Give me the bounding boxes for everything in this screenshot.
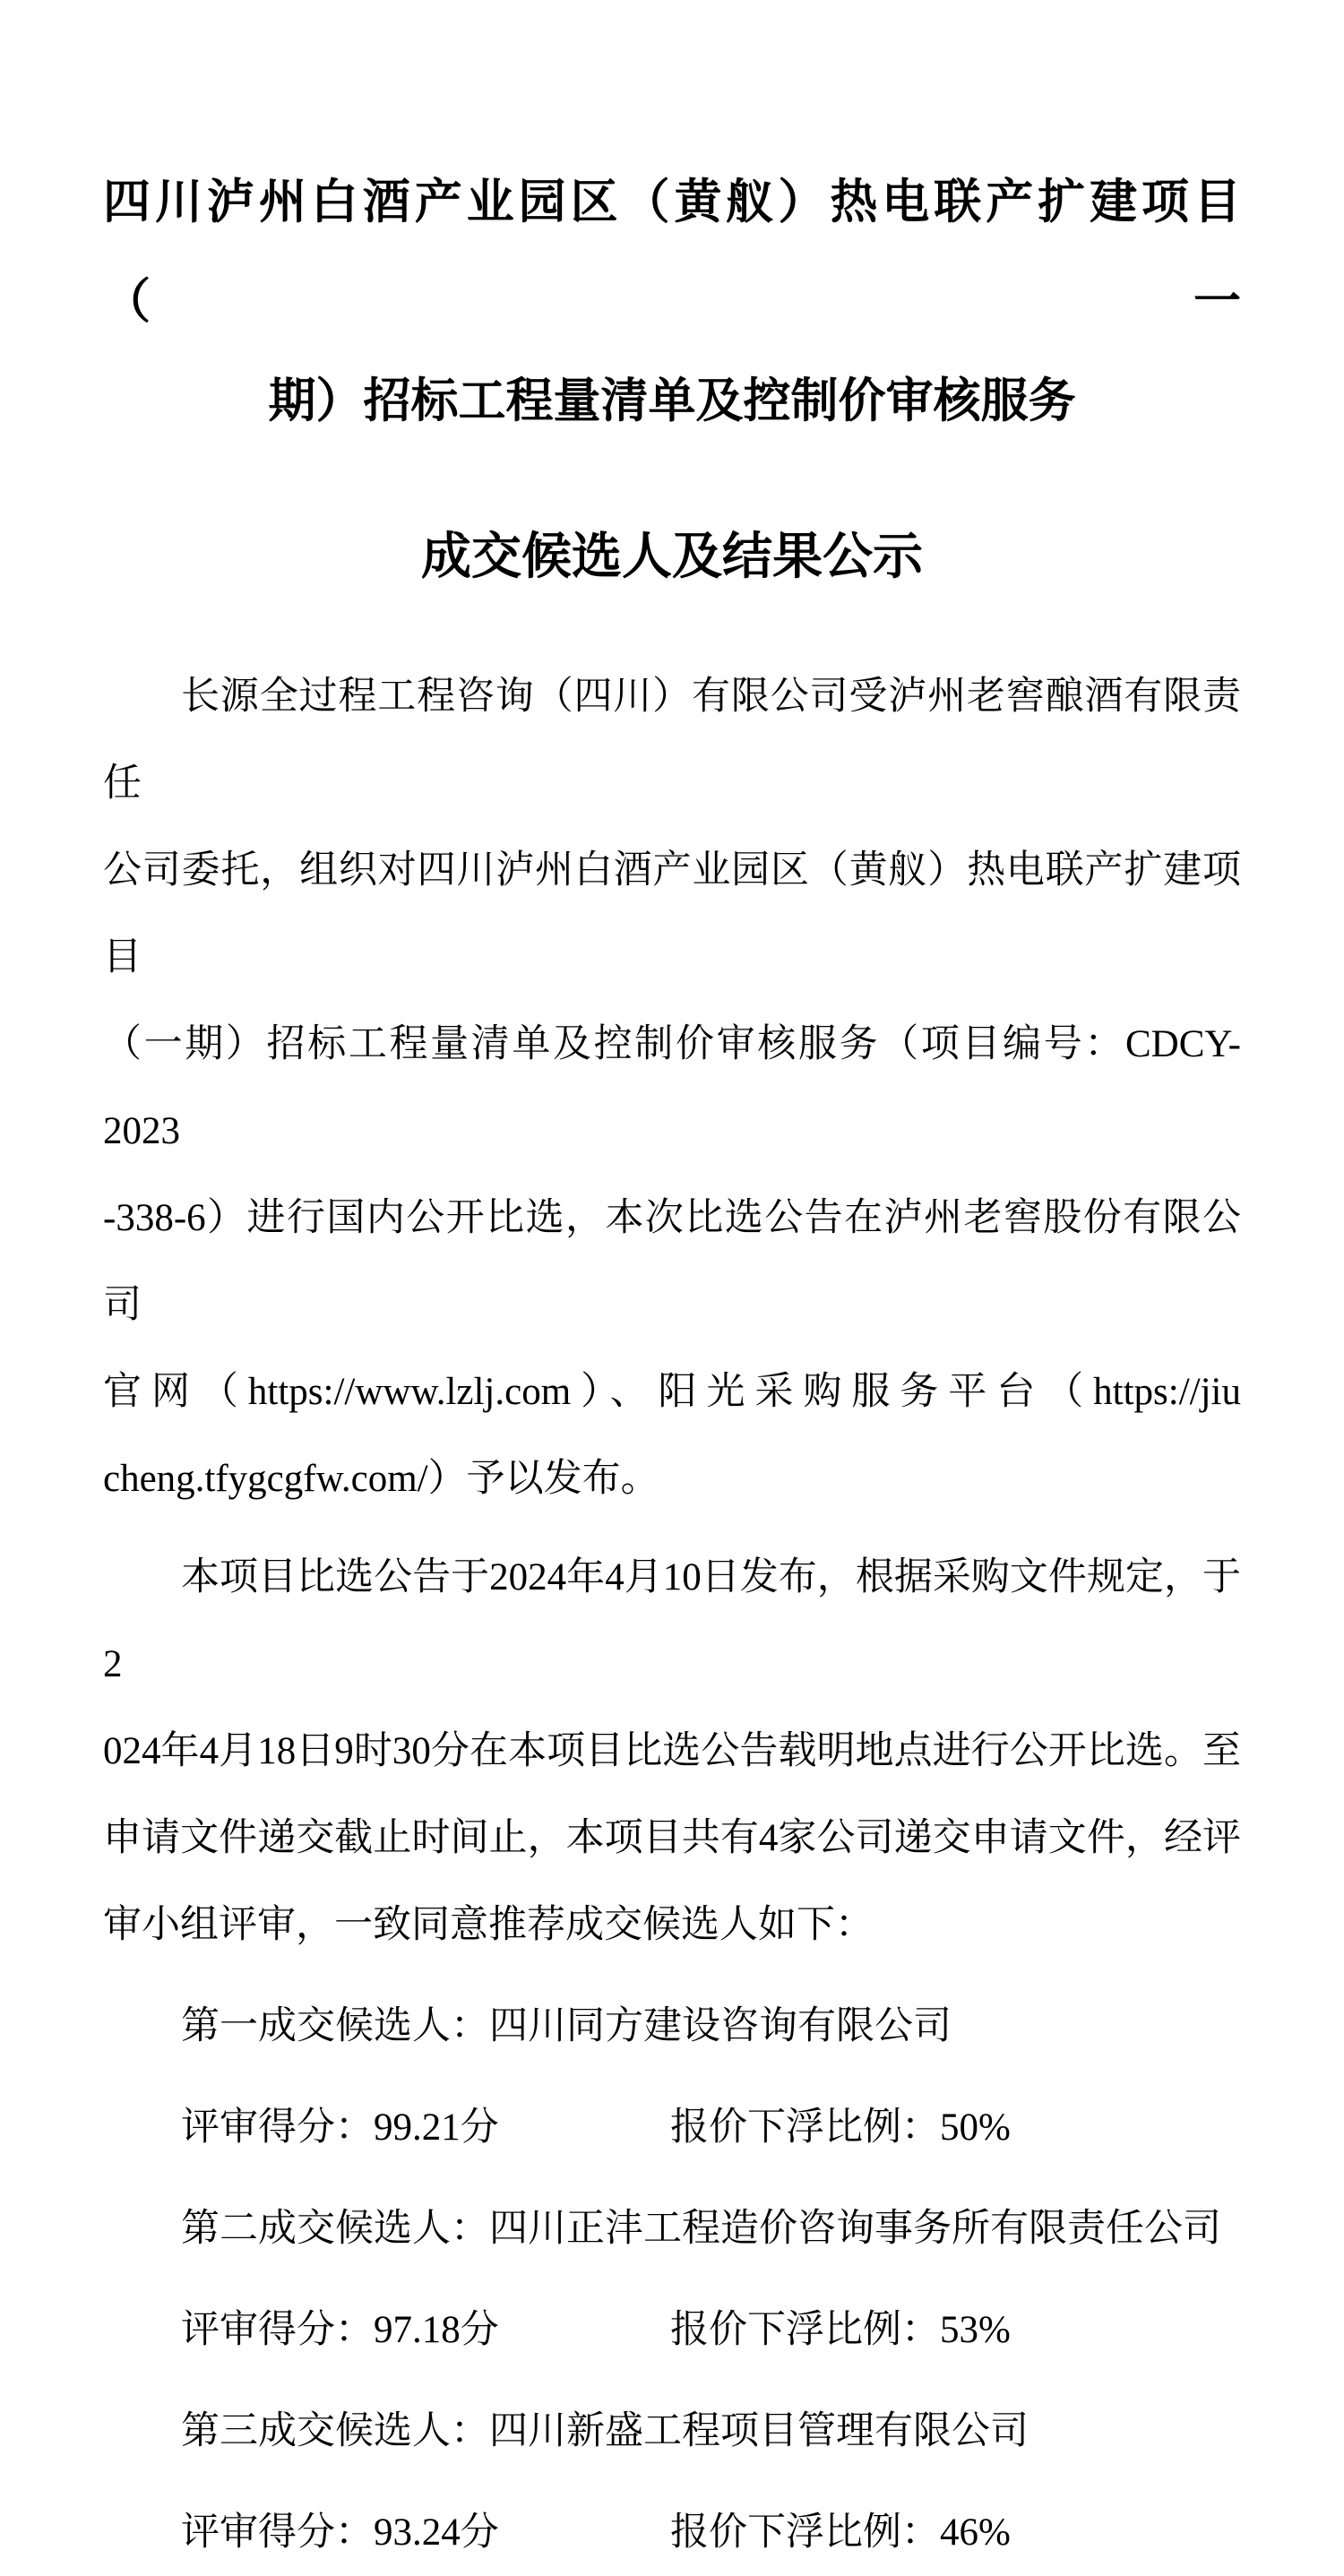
candidate-1-name-line: 第一成交候选人：四川同方建设咨询有限公司 (181, 2005, 952, 2047)
paragraph-line: （一期）招标工程量清单及控制价审核服务（项目编号：CDCY-2023 (103, 1023, 1241, 1152)
document-title (103, 153, 1241, 452)
candidate-3-score-line (103, 2489, 1241, 2576)
paragraph-line: -338-6）进行国内公开比选，本次比选公告在泸州老窖股份有限公司 (103, 1197, 1241, 1326)
document-title-line-2: 期）招标工程量清单及控制价审核服务 (268, 375, 1076, 427)
candidate-1-price-discount: 报价下浮比例：50% (670, 2106, 1011, 2149)
paragraph-intro (103, 653, 1241, 1522)
candidate-3-review-score: 评审得分：93.24分 (181, 2511, 499, 2554)
candidate-1-review-score: 评审得分：99.21分 (181, 2106, 499, 2149)
paragraph-line: 本项目比选公告于2024年4月10日发布，根据采购文件规定，于2 (103, 1556, 1241, 1685)
candidate-3-price-discount: 报价下浮比例：46% (670, 2511, 1011, 2554)
candidate-2-price-discount: 报价下浮比例：53% (670, 2309, 1011, 2351)
candidate-2-score-line (103, 2287, 1241, 2374)
candidate-3-name-line: 第三成交候选人：四川新盛工程项目管理有限公司 (181, 2410, 1029, 2452)
document-title-line-1: 四川泸州白酒产业园区（黄舣）热电联产扩建项目（一 (103, 177, 1241, 328)
candidate-1-score-line (103, 2084, 1241, 2171)
paragraph-line: 公司委托，组织对四川泸州白酒产业园区（黄舣）热电联产扩建项目 (103, 849, 1241, 978)
document-subtitle: 成交候选人及结果公示 (421, 530, 923, 585)
paragraph-line: 长源全过程工程咨询（四川）有限公司受泸州老窖酿酒有限责任 (103, 676, 1241, 805)
paragraph-line: 申请文件递交截止时间止，本项目共有4家公司递交申请文件，经评 (103, 1817, 1241, 1859)
candidate-2-review-score: 评审得分：97.18分 (181, 2309, 499, 2351)
candidate-2-name-line: 第二成交候选人：四川正沣工程造价咨询事务所有限责任公司 (181, 2208, 1221, 2250)
candidates-section (103, 1983, 1241, 2576)
paragraph-process (103, 1534, 1241, 1969)
paragraph-line: 024年4月18日9时30分在本项目比选公告载明地点进行公开比选。至 (103, 1730, 1241, 1772)
paragraph-line: 官网（https://www.lzlj.com）、阳光采购服务平台（https://jiu (103, 1371, 1241, 1413)
paragraph-line: 审小组评审，一致同意推荐成交候选人如下： (103, 1904, 874, 1946)
paragraph-line: cheng.tfygcgfw.com/）予以发布。 (103, 1458, 659, 1500)
